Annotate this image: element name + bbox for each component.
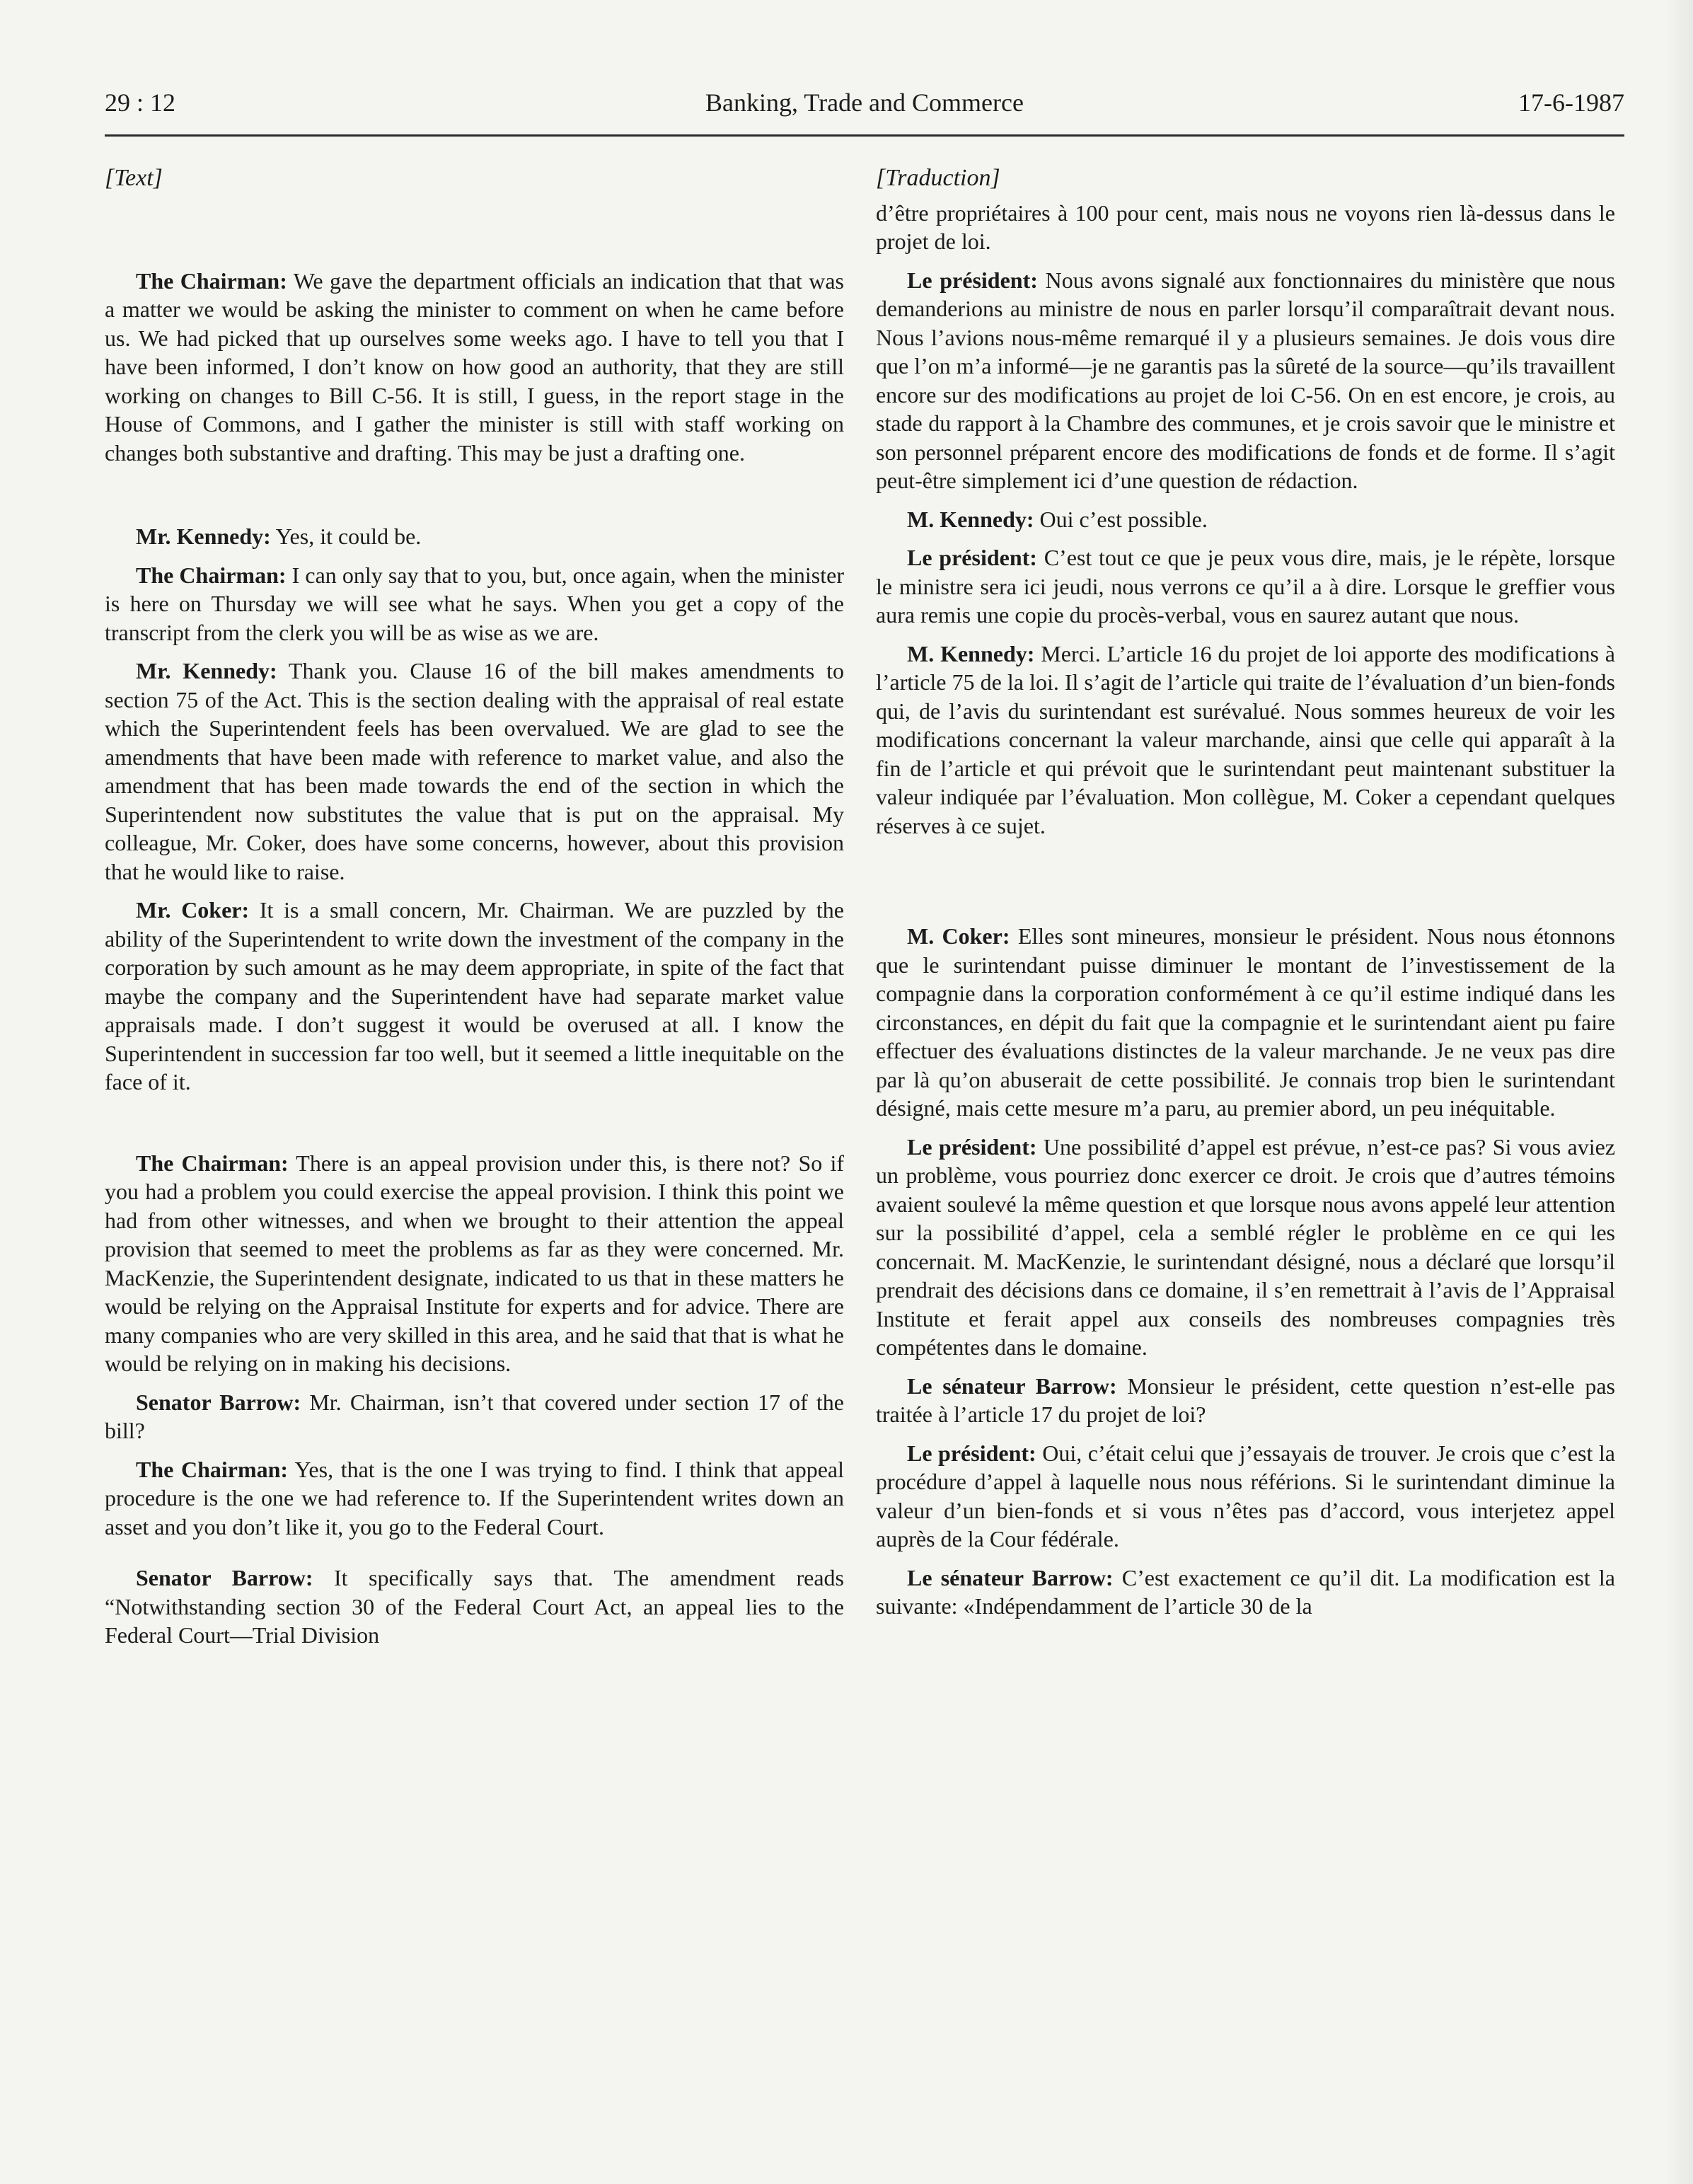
speaker-name: The Chairman: bbox=[136, 1150, 289, 1176]
speaker-name: Senator Barrow: bbox=[136, 1565, 313, 1590]
speech-text: It specifically says that. The amendment reads “Notwithstanding section 30 of the Federal Court Act, an appeal lies to the Federal Court—Trial Division bbox=[105, 1565, 845, 1648]
paragraph bbox=[105, 896, 844, 1097]
column-label-traduction: [Traduction] bbox=[876, 165, 1000, 191]
speech-text: Thank you. Clause 16 of the bill makes amendments to section 75 of the Act. This is the section dealing with the appraisal of real estate which the Superintendent feels has been overvalued. We are glad to see the amendments that have been made with reference to market value, and also the amendment that has been made towards the end of the section in which the Superintendent now substitutes the value that is put on the appraisal. My colleague, Mr. Coker, does have some concerns, however, about this provision that he would like to raise. bbox=[105, 658, 845, 884]
speaker-name: The Chairman: bbox=[136, 562, 287, 588]
speaker-name: Le président: bbox=[907, 1440, 1036, 1466]
column-label-text: [Text] bbox=[105, 165, 163, 191]
speech-text: There is an appeal provision under this, is there not? So if you had a problem you could exercise the appeal provision. I think this point we had from other witnesses, and when we brought to their attention the appeal provision that seemed to meet the problems as far as they were concerned. Mr. MacKenzie, the Superintendent designate, indicated to us that in these matters he would be relying on the Appraisal Institute for experts and for advice. There are many companies who are very skilled in this area, and he said that that is what he would be relying on in making his decisions. bbox=[105, 1150, 845, 1376]
speaker-name: Mr. Coker: bbox=[136, 897, 250, 923]
speech-text: Monsieur le président, cette question n’est-elle pas traitée à l’article 17 du projet de loi? bbox=[876, 1373, 1616, 1427]
speech-text: C’est exactement ce qu’il dit. La modification est la suivante: «Indépendamment de l’article 30 de la bbox=[876, 1564, 1616, 1619]
paragraph bbox=[876, 543, 1615, 630]
page-header bbox=[105, 83, 1624, 137]
paragraph bbox=[105, 1564, 844, 1650]
french-column bbox=[876, 164, 1615, 1631]
speaker-name: Senator Barrow: bbox=[136, 1389, 301, 1415]
speech-text: It is a small concern, Mr. Chairman. We are puzzled by the ability of the Superintendent to write down the investment of the company in the corporation by such amount as he may deem appropriate, in spite of the fact that maybe the company and the Superintendent have had separate market value appraisals made. I don’t suggest it would be overused at all. I know the Superintendent in succession far too well, but it seemed a little inequitable on the face of it. bbox=[105, 897, 845, 1094]
paragraph bbox=[876, 266, 1615, 495]
speech-text: Mr. Chairman, isn’t that covered under section 17 of the bill? bbox=[105, 1389, 845, 1443]
paragraph bbox=[876, 922, 1615, 1123]
paragraph bbox=[876, 505, 1615, 534]
speaker-name: The Chairman: bbox=[136, 1456, 289, 1482]
speaker-name: M. Kennedy: bbox=[907, 506, 1034, 532]
continuation-text: d’être propriétaires à 100 pour cent, mais nous ne voyons rien là-dessus dans le projet de loi. bbox=[876, 200, 1615, 254]
speaker-name: Mr. Kennedy: bbox=[136, 524, 271, 549]
paragraph bbox=[105, 267, 844, 468]
paragraph bbox=[876, 1133, 1615, 1362]
paragraph bbox=[876, 1372, 1615, 1429]
speech-text: We gave the department officials an indication that that was a matter we would be asking the minister to comment on when he came before us. We had picked that up ourselves some weeks ago. I have to tell you that I have been informed, I don’t know on how good an authority, that they are still working on changes to Bill C-56. It is still, I guess, in the report stage in the House of Commons, and I gather the minister is still with staff working on changes both substantive and drafting. This may be just a drafting one. bbox=[105, 267, 845, 466]
paragraph bbox=[876, 1439, 1615, 1554]
english-column bbox=[105, 164, 844, 1660]
speech-text: Oui c’est possible. bbox=[1034, 506, 1208, 532]
speaker-name: Le sénateur Barrow: bbox=[907, 1373, 1117, 1399]
speaker-name: Le président: bbox=[907, 545, 1037, 570]
header-date: 17-6-1987 bbox=[1518, 88, 1624, 117]
page-number: 29 : 12 bbox=[105, 88, 176, 117]
speech-text: Oui, c’était celui que j’essayais de trouver. Je crois que c’est la procédure d’appel à laquelle nous nous référions. Si le surintendant diminue la valeur d’un bien-fonds et si vous n’êtes pas d’accord, vous interjetez appel auprès de la Cour fédérale. bbox=[876, 1440, 1616, 1552]
paragraph bbox=[105, 1455, 844, 1542]
speech-text: C’est tout ce que je peux vous dire, mais, je le répète, lorsque le ministre sera ici jeudi, nous verrons ce qu’il a à dire. Lorsque le greffier vous aura remis une copie du procès-verbal, vous en saurez autant que nous. bbox=[876, 545, 1616, 628]
paragraph bbox=[105, 1388, 844, 1445]
paragraph bbox=[105, 522, 844, 551]
speaker-name: Mr. Kennedy: bbox=[136, 658, 277, 683]
paragraph bbox=[105, 1149, 844, 1378]
speech-text: Merci. L’article 16 du projet de loi apporte des modifications à l’article 75 de la loi. Il s’agit de l’article qui traite de l’évaluation d’un bien-fonds qui, de l’avis du surintendant est surévalué. Nous sommes heureux de voir les modifications concernant la valeur marchande, ainsi que celle qui apparaît à la fin de l’article et qui prévoit que le surintendant peut maintenant substituer la valeur indiquée par l’évaluation. Mon collègue, M. Coker a cependant quelques réserves à ce sujet. bbox=[876, 640, 1616, 838]
speech-text: Une possibilité d’appel est prévue, n’est-ce pas? Si vous aviez un problème, vous pourriez donc exercer ce droit. Je crois que d’autres témoins avaient soulevé la même question et que lorsque nous avons appelé leur attention sur la possibilité d’appel, cela a semblé régler le problème en ce qui les concernait. M. MacKenzie, le surintendant désigné, nous a déclaré que lorsqu’il prendrait des décisions dans ce domaine, il s’en remettrait à l’avis de l’Appraisal Institute et ferait appel aux conseils des nombreuses compagnies très compétentes dans le domaine. bbox=[876, 1133, 1616, 1360]
speaker-name: M. Coker: bbox=[907, 923, 1010, 949]
paragraph bbox=[876, 640, 1615, 840]
running-title: Banking, Trade and Commerce bbox=[705, 88, 1024, 117]
speech-text: Yes, that is the one I was trying to find. I think that appeal procedure is the one we had reference to. If the Superintendent writes down an asset and you don’t like it, you go to the Federal Court. bbox=[105, 1456, 845, 1539]
paragraph bbox=[876, 1564, 1615, 1621]
speech-text: I can only say that to you, but, once again, when the minister is here on Thursday we will see what he says. When you get a copy of the transcript from the clerk you will be as wise as we are. bbox=[105, 562, 845, 645]
speaker-name: M. Kennedy: bbox=[907, 640, 1035, 666]
speech-text: Yes, it could be. bbox=[270, 524, 422, 549]
speaker-name: The Chairman: bbox=[136, 267, 287, 294]
speaker-name: Le sénateur Barrow: bbox=[907, 1564, 1114, 1590]
speaker-name: Le président: bbox=[907, 1133, 1037, 1160]
page-edge-shadow bbox=[1665, 0, 1693, 2184]
speech-text: Nous avons signalé aux fonctionnaires du ministère que nous demanderions au ministre de nous en parler lorsqu’il comparaîtrait devant nous. Nous l’avions nous-même remarqué il y a plusieurs semaines. Je dois vous dire que l’on m’a informé—je ne garantis pas la sûreté de la source—qu’ils travaillent encore sur des modifications au projet de loi C-56. On en est encore, je crois, au stade du rapport à la Chambre des communes, et je crois savoir que le ministre et son personnel préparent encore des modifications de fonds et de forme. Il s’agit peut-être simplement ici d’une question de rédaction. bbox=[876, 267, 1616, 493]
speaker-name: Le président: bbox=[907, 267, 1038, 293]
speech-text: Elles sont mineures, monsieur le président. Nous nous étonnons que le surintendant puisse diminuer le montant de l’investissement de la compagnie dans la corporation conformément à ce qu’il estime indiqué dans les circonstances, en dépit du fait que la compagnie et le surintendant aient pu faire effectuer des évaluations distinctes de la valeur marchande. Je ne veux pas dire par là qu’on abuserait de cette possibilité. Je connais trop bien le surintendant désigné, mais cette mesure m’a paru, au premier abord, un peu inéquitable. bbox=[876, 923, 1616, 1121]
paragraph bbox=[105, 561, 844, 647]
paragraph bbox=[105, 657, 844, 886]
